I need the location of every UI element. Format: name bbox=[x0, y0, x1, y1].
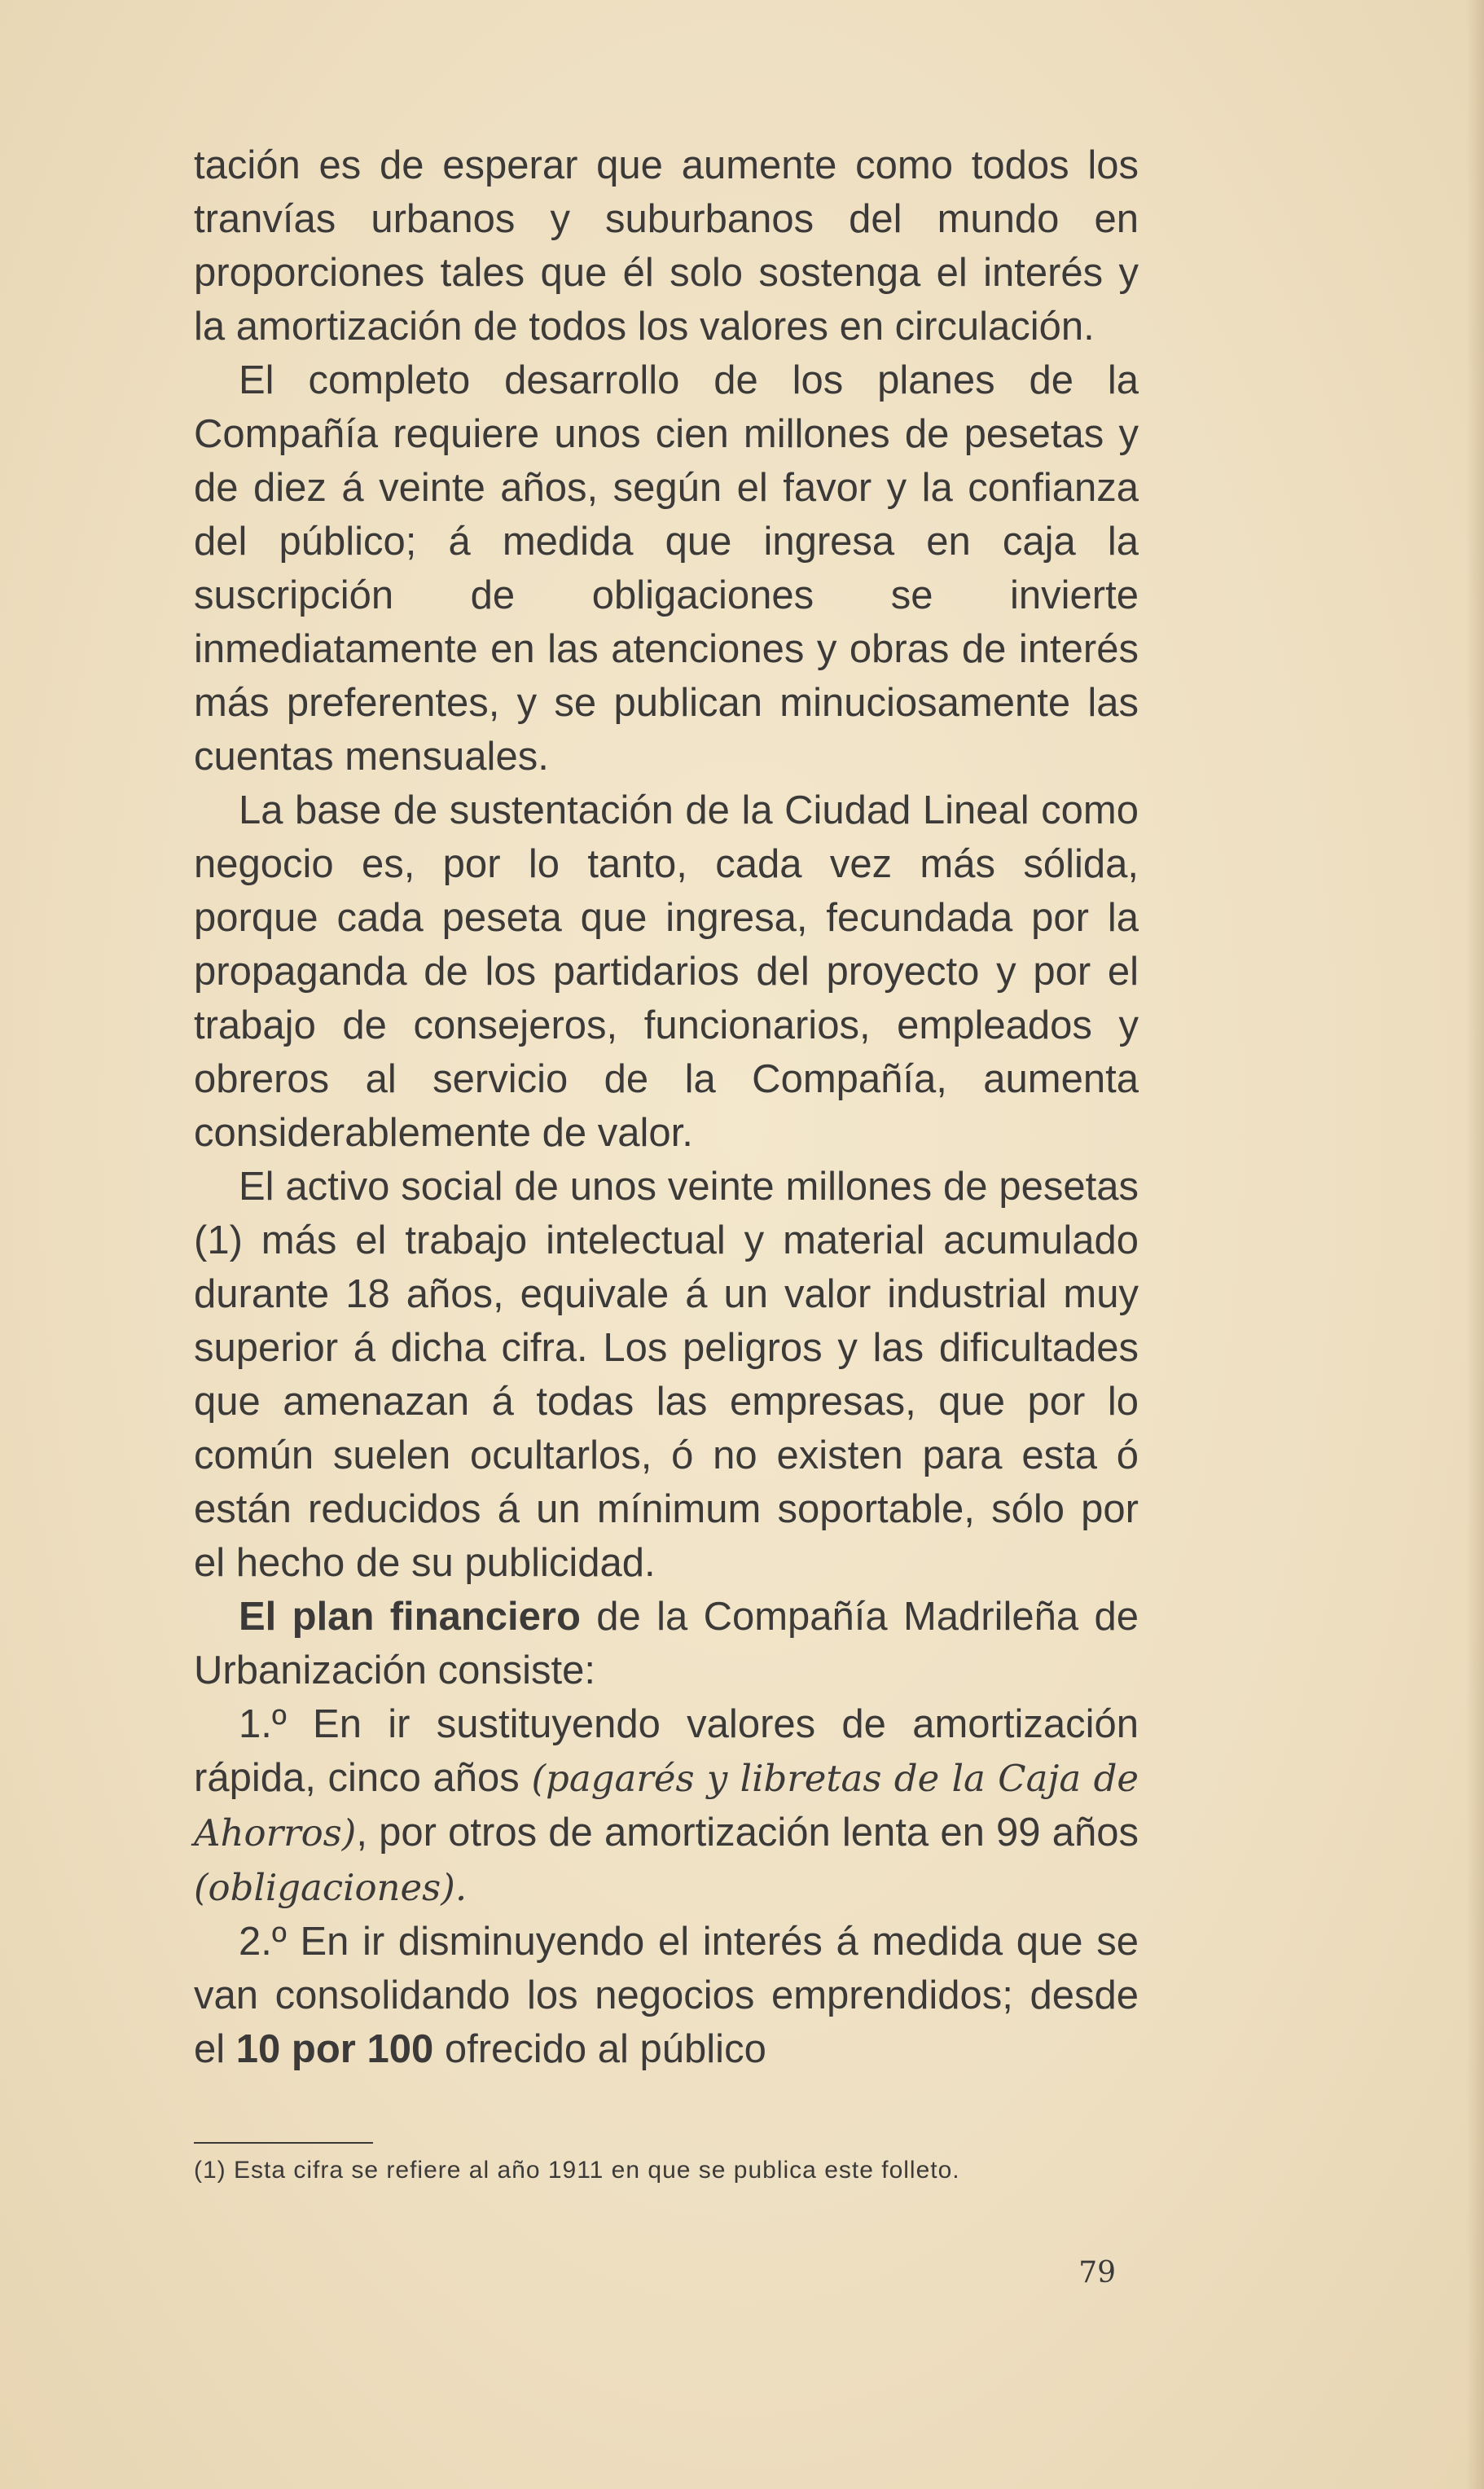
paragraph-4-text-b: más el trabajo intelectual y material acumulado durante 18 años, equivale á un valor industrial muy superior á dicha cifra. Los peligros y las dificultades que amenazan á todas las empresas, que por lo común suelen ocultarlos, ó no existen para esta ó están reducidos á un mínimum soportable, sólo por el hecho de su publicidad. bbox=[194, 1218, 1139, 1585]
footnote-reference: (1) bbox=[194, 1218, 243, 1262]
list-item-1 bbox=[194, 1697, 1139, 1915]
list-item-2-text-a: En ir disminuyendo el interés á medida que se van consolidando los negocios emprendidos; desde el bbox=[194, 1920, 1139, 2071]
list-item-2-space-2 bbox=[356, 2027, 367, 2071]
paragraph-1: tación es de esperar que aumente como todos los tranvías urbanos y suburbanos del mundo en proporciones tales que él solo sostenga el interés y la amortización de todos los valores en circulación. bbox=[194, 143, 1139, 349]
paragraph-4 bbox=[194, 1160, 1139, 1590]
list-item-1-italic-b: (obligaciones). bbox=[194, 1866, 468, 1909]
page-edge-shadow bbox=[1466, 0, 1484, 2489]
paragraph-3: La base de sustentación de la Ciudad Lineal como negocio es, por lo tanto, cada vez más sólida, porque cada peseta que ingresa, fecundada por la propaganda de los partidarios del proyecto y por el trabajo de consejeros, funcionarios, empleados y obreros al servicio de la Compañía, aumenta considerablemente de valor. bbox=[194, 788, 1139, 1155]
list-item-1-italic-a: (pagarés y libretas de la Caja de Ahorros) bbox=[194, 1757, 1139, 1855]
list-item-2-bold-por: por bbox=[291, 2027, 356, 2071]
body-text bbox=[194, 138, 1139, 2076]
list-item-2 bbox=[194, 1915, 1139, 2076]
paragraph-5-text: de la Compañía Madrileña de Urbanización consiste: bbox=[194, 1595, 1139, 1692]
paragraph-4-text-a: El activo social de unos veinte millones de pesetas bbox=[239, 1165, 1139, 1209]
list-item-2-bold-10: 10 bbox=[235, 2027, 281, 2071]
footnote-divider bbox=[194, 2142, 373, 2144]
paragraph-2: El completo desarrollo de los planes de la Compañía requiere unos cien millones de pesetas y de diez á veinte años, según el favor y la confianza del público; á medida que ingresa en caja la suscripción de obligaciones se invierte inmediatamente en las atenciones y obras de interés más preferentes, y se publican minuciosamente las cuentas mensuales. bbox=[194, 358, 1139, 779]
paragraph-5 bbox=[194, 1590, 1139, 1697]
list-item-2-bold-100: 100 bbox=[367, 2027, 434, 2071]
list-item-1-text-b: , por otros de amortización lenta en 99 años bbox=[356, 1811, 1139, 1855]
list-item-2-space-1 bbox=[280, 2027, 292, 2071]
list-item-1-number: 1.º bbox=[239, 1702, 287, 1746]
plan-financiero-heading: El plan financiero bbox=[239, 1595, 581, 1639]
footnote: (1) Esta cifra se refiere al año 1911 en que se publica este folleto. bbox=[194, 2157, 960, 2184]
page-number: 79 bbox=[1078, 2256, 1116, 2289]
list-item-2-text-b: ofrecido al público bbox=[433, 2027, 766, 2071]
list-item-2-number: 2.º bbox=[239, 1920, 287, 1964]
list-item-1-text-a: En ir sustituyendo valores de amortización rápida, cinco años bbox=[194, 1702, 1139, 1800]
